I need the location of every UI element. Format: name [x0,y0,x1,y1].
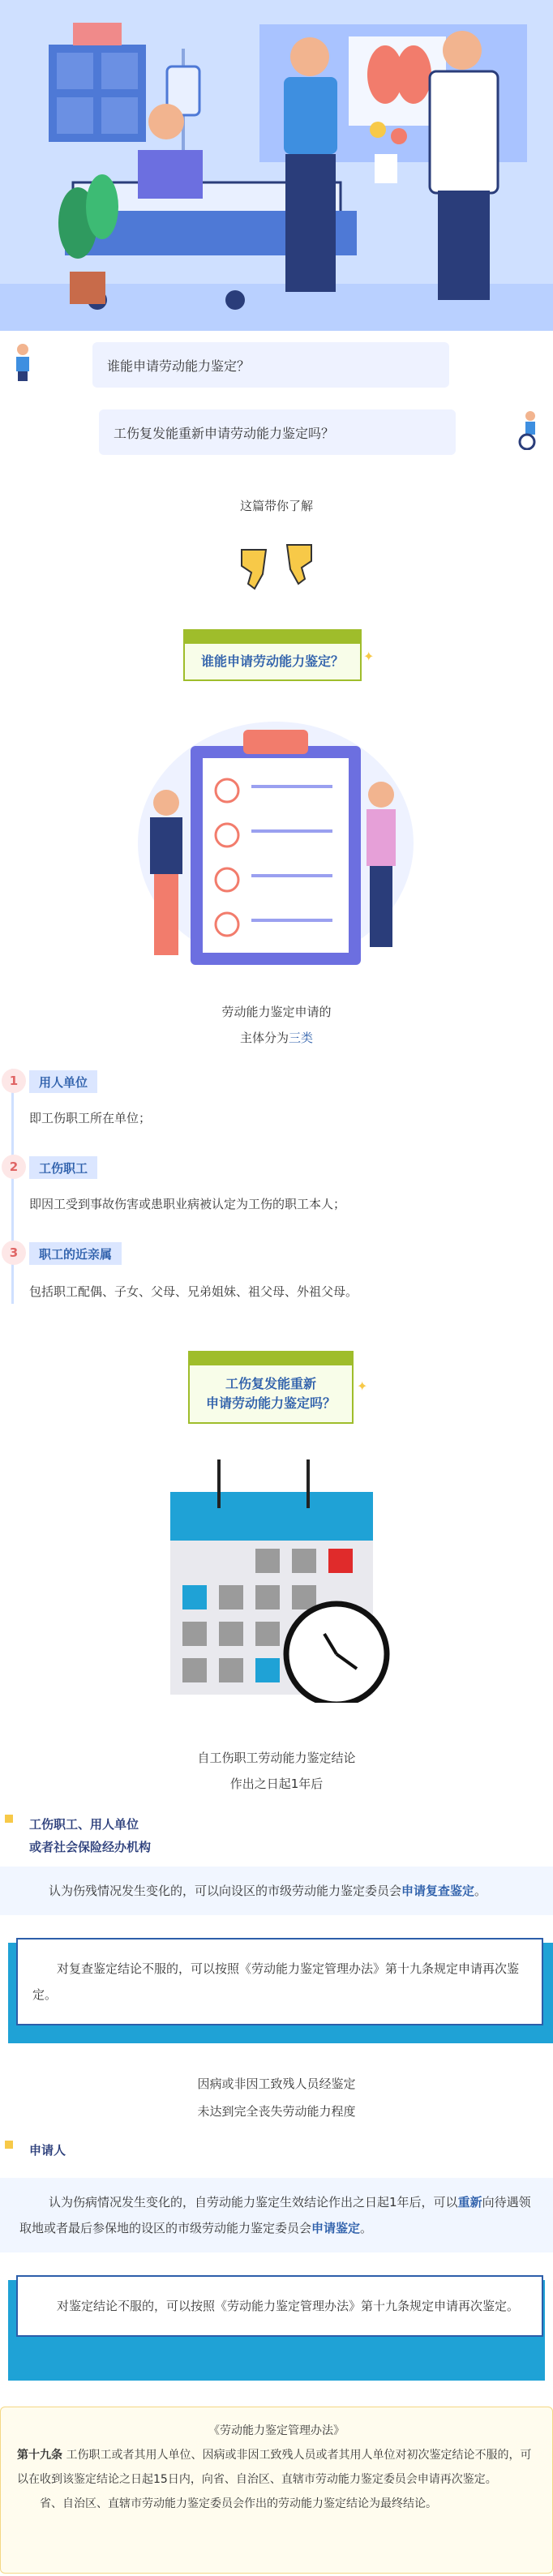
applicants-group-1-line1: 工伤职工、用人单位 [29,1817,139,1832]
wheelchair-icon [516,409,543,450]
review-highlight: 申请复查鉴定 [401,1884,475,1898]
question-bubble-1 [92,342,449,388]
law-article-number: 第十九条 [17,2449,62,2462]
time-rule-line2: 作出之日起1年后 [229,1777,324,1791]
item-label-relatives: 职工的近亲属 [29,1242,122,1265]
illness-rule-line1: 因病或非因工致残人员经鉴定 [197,2077,356,2091]
recheck-card-text: 对复查鉴定结论不服的，可以按照《劳动能力鉴定管理办法》第十九条规定申请再次鉴定。 [32,1961,520,2002]
review-info-box [0,1867,553,1915]
section2-title-line1: 工伤复发能重新 [225,1376,316,1391]
reappraise-card [16,2275,543,2337]
review-text: 认为伤残情况发生变化的，可以向设区的市级劳动能力鉴定委员会 [49,1884,402,1898]
worker-avatar-icon [11,342,34,383]
applicants-group-1 [29,1813,151,1858]
section2-title-tag [188,1364,354,1424]
hospital-scene-illustration [0,0,553,331]
reappraise-card-text: 对鉴定结论不服的，可以按照《劳动能力鉴定管理办法》第十九条规定申请再次鉴定。 [57,2299,520,2313]
reapply-info-box [0,2178,553,2252]
items-left-line [11,1069,14,1304]
item-number-1: 1 [2,1069,26,1093]
section1-summary-prefix: 主体分为 [239,1031,289,1045]
section1-summary-highlight: 三类 [289,1031,314,1045]
reapply-highlight-2: 申请鉴定 [311,2221,361,2235]
reapply-highlight-1: 重新 [457,2195,482,2210]
law-title: 《劳动能力鉴定管理办法》 [208,2424,345,2437]
item-label-employer: 用人单位 [29,1070,97,1093]
applicants-group-2: 申请人 [29,2143,66,2158]
item-desc-worker: 即因工受到事故伤害或患职业病被认定为工伤的职工本人； [29,1197,346,1211]
item-label-worker: 工伤职工 [29,1156,97,1179]
hero-illustration [0,0,553,331]
reapply-text-b: 向待遇领取地或者最后参保地的设区的市级劳动能力鉴定委员会 [19,2195,531,2235]
question-text-1: 谁能申请劳动能力鉴定？ [107,358,251,374]
question-text-2: 工伤复发能重新申请劳动能力鉴定吗？ [114,425,335,441]
item-number-2: 2 [2,1155,26,1179]
illness-rule-line2: 未达到完全丧失劳动能力程度 [197,2104,356,2119]
checklist-illustration [114,714,438,973]
calendar-clock-illustration [162,1459,405,1703]
section1-title: 谁能申请劳动能力鉴定？ [200,654,344,669]
sparkle-icon: ✦ [363,649,375,664]
reapply-end: 。 [360,2221,373,2235]
law-excerpt-box [0,2407,553,2574]
question-bubble-2 [99,409,456,455]
recheck-card [16,1938,543,2025]
item-desc-relatives: 包括职工配偶、子女、父母、兄弟姐妹、祖父母、外祖父母。 [29,1284,358,1299]
item-number-3: 3 [2,1241,26,1265]
section1-summary-line1: 劳动能力鉴定申请的 [221,1005,332,1019]
time-rule-line1: 自工伤职工劳动能力鉴定结论 [197,1751,356,1765]
law-article-text-2: 省、自治区、直辖市劳动能力鉴定委员会作出的劳动能力鉴定结论为最终结论。 [40,2497,437,2510]
guide-text: 这篇带你了解 [239,499,313,513]
square-bullet-icon [5,2141,13,2149]
section1-title-tag [183,642,362,681]
item-desc-employer: 即工伤职工所在单位； [29,1111,152,1125]
applicants-group-1-line2: 或者社会保险经办机构 [29,1840,152,1854]
sparkle-icon: ✦ [357,1378,368,1394]
section1-summary-line2 [0,1025,553,1051]
pointing-hands-icon [237,542,316,592]
reapply-text-a: 认为伤病情况发生变化的，自劳动能力鉴定生效结论作出之日起1年后，可以 [49,2195,458,2210]
law-article-text: 工伤职工或者其用人单位、因病或非因工致残人员或者其用人单位对初次鉴定结论不服的，可以在收到该鉴定结论之日起15日内，向省、自治区、直辖市劳动能力鉴定委员会申请再次鉴定。 [17,2449,532,2486]
review-end: 。 [474,1884,487,1898]
square-bullet-icon [5,1815,13,1823]
section2-title-line2: 申请劳动能力鉴定吗？ [205,1395,336,1411]
